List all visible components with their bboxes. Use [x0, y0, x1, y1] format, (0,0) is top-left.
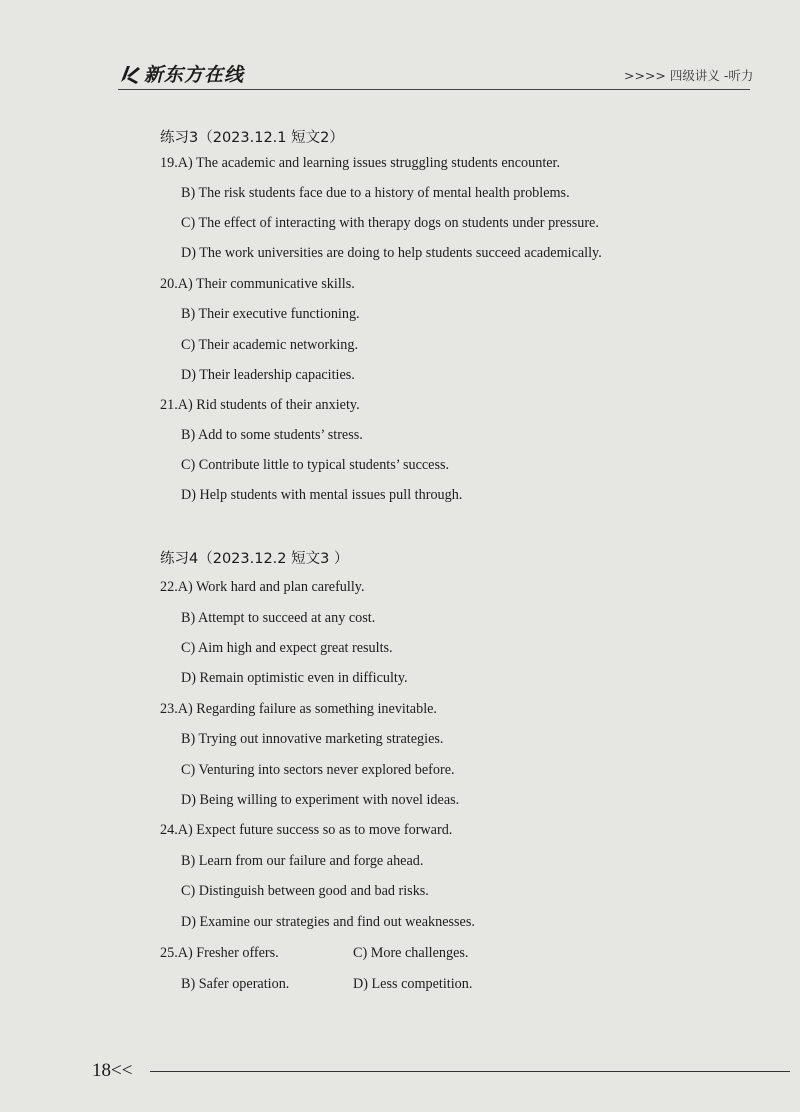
breadcrumb: >>>> 四级讲义 -听力: [624, 68, 754, 83]
footer-divider: [150, 1071, 790, 1072]
header-divider: [118, 89, 750, 90]
option-line: C) More challenges.: [353, 945, 469, 961]
option-line: B) Safer operation.: [181, 976, 290, 992]
option-line: B) Add to some students’ stress.: [181, 427, 363, 443]
option-line: C) Aim high and expect great results.: [181, 640, 393, 656]
page-number: 18<<: [92, 1060, 133, 1081]
option-line: C) Distinguish between good and bad risks.: [181, 883, 429, 899]
question-line: 23.A) Regarding failure as something inevitable.: [160, 701, 437, 717]
section-title: 练习4（2023.12.2 短文3 ）: [160, 551, 349, 567]
option-line: D) Help students with mental issues pull through.: [181, 487, 463, 503]
logo-text: 新东方在线: [144, 64, 245, 86]
option-line: D) Examine our strategies and find out weaknesses.: [181, 914, 475, 930]
question-line: 19.A) The academic and learning issues struggling students encounter.: [160, 155, 561, 171]
option-line: D) Remain optimistic even in difficulty.: [181, 670, 408, 686]
option-line: B) Trying out innovative marketing strategies.: [181, 731, 444, 747]
option-line: C) Venturing into sectors never explored before.: [181, 762, 455, 778]
option-line: C) Their academic networking.: [181, 337, 359, 353]
question-line: 22.A) Work hard and plan carefully.: [160, 579, 365, 595]
option-line: B) The risk students face due to a history of mental health problems.: [181, 185, 570, 201]
question-line: 24.A) Expect future success so as to move forward.: [160, 822, 453, 838]
option-line: D) Less competition.: [353, 976, 473, 992]
question-line: 25.A) Fresher offers.: [160, 945, 279, 961]
brand-logo: [118, 60, 244, 87]
option-line: D) Being willing to experiment with novel ideas.: [181, 792, 460, 808]
question-line: 21.A) Rid students of their anxiety.: [160, 397, 360, 413]
option-line: C) The effect of interacting with therapy dogs on students under pressure.: [181, 215, 599, 231]
logo-mark-icon: [118, 63, 142, 85]
option-line: B) Their executive functioning.: [181, 306, 360, 322]
option-line: B) Learn from our failure and forge ahead.: [181, 853, 424, 869]
option-line: C) Contribute little to typical students’ success.: [181, 457, 450, 473]
option-line: D) The work universities are doing to help students succeed academically.: [181, 245, 602, 261]
question-line: 20.A) Their communicative skills.: [160, 276, 355, 292]
option-line: D) Their leadership capacities.: [181, 367, 355, 383]
section-title: 练习3（2023.12.1 短文2）: [160, 130, 344, 146]
option-line: B) Attempt to succeed at any cost.: [181, 610, 376, 626]
